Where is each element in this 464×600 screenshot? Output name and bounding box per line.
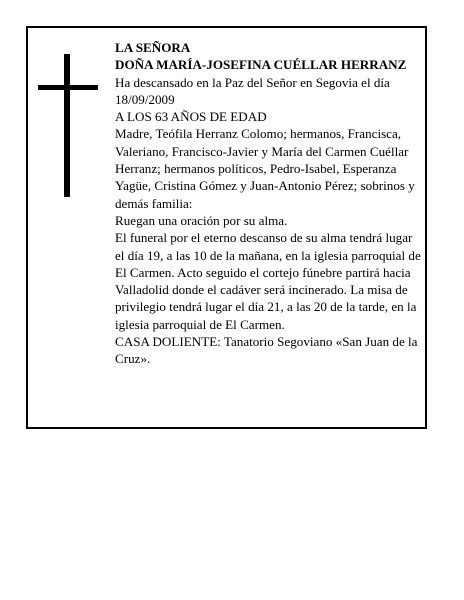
cross-icon	[38, 54, 98, 197]
cross-horizontal-bar	[38, 85, 98, 90]
prayer-request: Ruegan una oración por su alma.	[115, 212, 288, 228]
cross-vertical-bar	[64, 54, 70, 197]
honorific: LA SEÑORA	[115, 40, 191, 55]
funeral-details: El funeral por el eterno descanso de su alma tendrá lugar el día 19, a las 10 de la mañana, en la iglesia parroquial de El Carmen. Acto seguido el cortejo fúnebre partirá hacia Valladolid donde el cadáver será incinerado. La misa de privilegio tendrá lugar el día 21, a las 20 de la tarde, en la iglesia parroquial de El Carmen.	[115, 230, 421, 332]
death-statement: Ha descansado en la Paz del Señor en Segovia el día 18/09/2009	[115, 74, 390, 107]
family-list: Madre, Teófila Herranz Colomo; hermanos, Francisca, Valeriano, Francisco-Javier y María del Carmen Cuéllar Herranz; hermanos políticos, Pedro-Isabel, Esperanza Yagüe, Cristina Gómez y Juan-Antonio Pérez; sobrinos y demás familia:	[115, 126, 415, 211]
casa-doliente: CASA DOLIENTE: Tanatorio Segoviano «San Juan de la Cruz».	[115, 334, 418, 367]
deceased-name: DOÑA MARÍA-JOSEFINA CUÉLLAR HERRANZ	[115, 57, 407, 73]
age-line: A LOS 63 AÑOS DE EDAD	[115, 109, 267, 125]
notice-text	[115, 39, 423, 368]
